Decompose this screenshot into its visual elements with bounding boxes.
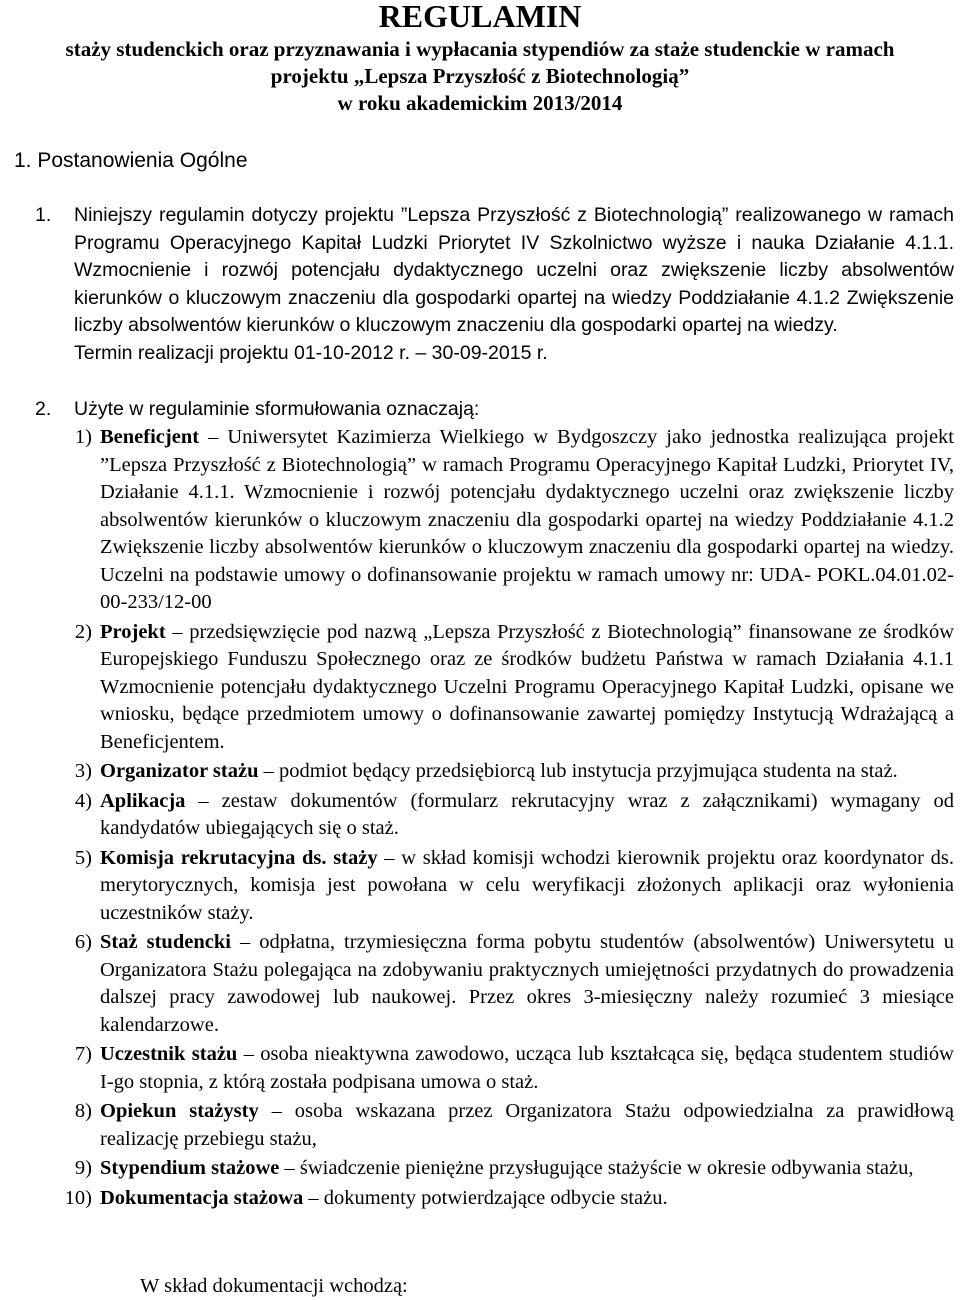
definition-term: Uczestnik stażu xyxy=(100,1043,238,1065)
definition-number: 9) xyxy=(74,1157,92,1179)
definition-number: 3) xyxy=(74,760,92,782)
subtitle-line: staży studenckich oraz przyznawania i wypłacania stypendiów za staże studenckie w ramach xyxy=(65,37,895,61)
paragraph-text: Użyte w regulaminie sformułowania oznaczają: xyxy=(74,398,480,420)
definition-text: – dokumenty potwierdzające odbycie stażu. xyxy=(303,1186,668,1209)
definition-item xyxy=(0,619,960,757)
subtitle-line: w roku akademickim 2013/2014 xyxy=(337,91,623,115)
definition-text: – świadczenie pieniężne przysługujące stażyście w okresie odbywania stażu, xyxy=(279,1157,914,1179)
definition-item xyxy=(0,929,960,1039)
document-title: REGULAMIN xyxy=(378,0,582,34)
definition-term: Stypendium stażowe xyxy=(100,1157,280,1179)
definition-number: 2) xyxy=(74,620,92,643)
definition-text: – Uniwersytet Kazimierza Wielkiego w Bydgoszczy jako jednostka realizująca projekt ”Lepsza Przyszłość z Biotechnologią” w ramach Programu Operacyjnego Kapitał Ludzki, Priorytet IV, Działanie 4.1.1. Wzmocnienie i rozwój potencjału dydaktycznego uczelni oraz zwiększenie liczby absolwentów kierunków o kluczowym znaczeniu dla gospodarki opartej na wiedzy Poddziałanie 4.1.2 Zwiększenie liczby absolwentów kierunków o kluczowym znaczeniu dla gospodarki opartej na wiedzy. Uczelni na podstawie umowy o dofinansowanie projektu w ramach umowy nr: UDA- POKL.04.01.02-00-233/12-00 xyxy=(100,426,954,613)
definition-term: Staż studencki xyxy=(100,931,231,953)
definition-term: Dokumentacja stażowa xyxy=(100,1186,304,1209)
definition-text: – osoba wskazana przez Organizatora Stażu odpowiedzialna za prawidłową realizację przebiegu stażu, xyxy=(100,1100,954,1150)
definition-text: – zestaw dokumentów (formularz rekrutacyjny wraz z załącznikami) wymagany od kandydatów ubiegających się o staż. xyxy=(100,789,954,839)
definition-text: – podmiot będący przedsiębiorcą lub instytucja przyjmująca studenta na staż. xyxy=(258,760,898,782)
subtitle-line: projektu „Lepsza Przyszłość z Biotechnologią” xyxy=(270,64,690,88)
definition-number: 8) xyxy=(74,1100,92,1122)
paragraph-text: Niniejszy regulamin dotyczy projektu ”Lepsza Przyszłość z Biotechnologią” realizowanego w ramach Programu Operacyjnego Kapitał Ludzki Priorytet IV Szkolnictwo wyższe i nauka Działanie 4.1.1. Wzmocnienie i rozwój potencjału dydaktycznego uczelni oraz zwiększenie liczby absolwentów kierunków o kluczowym znaczeniu dla gospodarki opartej na wiedzy Poddziałanie 4.1.2 Zwiększenie liczby absolwentów kierunków o kluczowym znaczeniu dla gospodarki opartej na wiedzy. xyxy=(74,204,954,337)
paragraph-1 xyxy=(0,202,960,368)
definition-number: 1) xyxy=(74,426,92,448)
paragraph-number: 2. xyxy=(35,398,52,420)
definition-number: 6) xyxy=(74,931,92,953)
definition-term: Projekt xyxy=(100,620,166,643)
definition-term: Opiekun stażysty xyxy=(100,1100,259,1122)
closing-line: W skład dokumentacji wchodzą: xyxy=(140,1275,408,1297)
paragraph-2 xyxy=(35,396,480,424)
definition-text: – osoba nieaktywna zawodowo, ucząca lub kształcąca się, będąca studentem studiów I-go stopnia, z którą została podpisana umowa o staż. xyxy=(100,1043,954,1093)
definition-term: Aplikacja xyxy=(100,789,186,812)
definition-term: Organizator stażu xyxy=(100,760,259,782)
definition-item xyxy=(0,788,960,843)
definition-item xyxy=(0,1098,960,1153)
paragraph-number: 1. xyxy=(35,204,52,226)
section-heading: 1. Postanowienia Ogólne xyxy=(14,149,248,172)
paragraph-term: Termin realizacji projektu 01-10-2012 r. – 30-09-2015 r. xyxy=(74,341,548,364)
definition-item xyxy=(0,1041,960,1096)
definition-term: Komisja rekrutacyjna ds. staży xyxy=(100,846,378,869)
definition-item xyxy=(0,1155,960,1183)
definition-item xyxy=(0,758,960,786)
definition-item xyxy=(0,845,960,928)
definitions-list xyxy=(0,424,960,1212)
definition-item xyxy=(0,1185,960,1213)
definition-number: 5) xyxy=(74,846,92,869)
definition-number: 10) xyxy=(64,1186,92,1209)
definition-text: – w skład komisji wchodzi kierownik projektu oraz koordynator ds. merytorycznych, komisja jest powołana w celu weryfikacji złożonych aplikacji oraz wyłonienia uczestników staży. xyxy=(100,846,954,924)
definition-text: – odpłatna, trzymiesięczna forma pobytu studentów (absolwentów) Uniwersytetu u Organizatora Stażu polegająca na zdobywaniu praktycznych umiejętności przydatnych do prowadzenia dalszej pracy zawodowej lub naukowej. Przez okres 3-miesięczny należy rozumieć 3 miesiące kalendarzowe. xyxy=(100,931,954,1036)
definition-term: Beneficjent xyxy=(100,426,200,448)
definition-text: – przedsięwzięcie pod nazwą „Lepsza Przyszłość z Biotechnologią” finansowane ze środków Europejskiego Funduszu Społecznego oraz ze środków budżetu Państwa w ramach Działania 4.1.1 Wzmocnienie potencjału dydaktycznego Uczelni Programu Operacyjnego Kapitał Ludzki, opisane we wniosku, będące przedmiotem umowy o dofinansowanie zawartej pomiędzy Instytucją Wdrażającą a Beneficjentem. xyxy=(100,620,954,753)
definition-number: 4) xyxy=(74,789,92,812)
document-subtitle xyxy=(0,36,960,117)
definition-item xyxy=(0,424,960,617)
definition-number: 7) xyxy=(74,1043,92,1065)
